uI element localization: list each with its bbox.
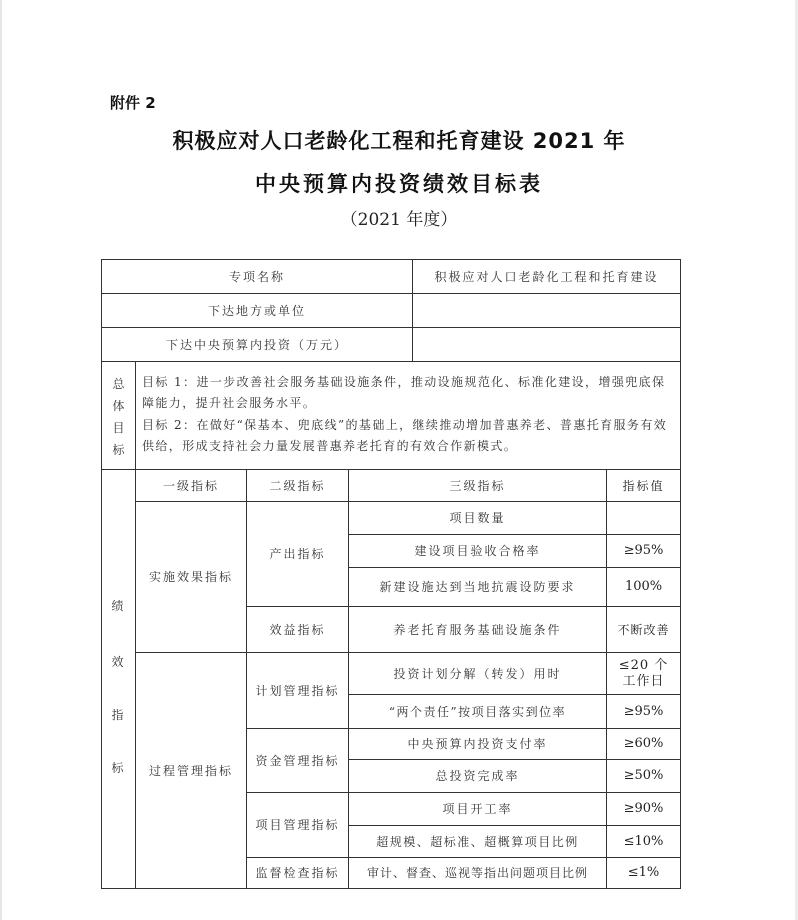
level2-project: 项目管理指标 [247,793,349,858]
project-name-label: 专项名称 [102,260,413,294]
overall-goal-char: 体 [112,398,125,413]
value-cell: ≥90% [607,793,681,826]
indicator-cell: 项目开工率 [349,793,607,826]
value-cell: ≤1% [607,858,681,889]
level2-supervision: 监督检查指标 [247,858,349,889]
goal-1: 目标 1：进一步改善社会服务基础设施条件，推动设施规范化、标准化建设，增强兜底保障能力，提升社会服务水平。 [142,374,666,410]
value-cell: ≤10% [607,826,681,858]
performance-label-char: 绩 [111,599,126,613]
header-level1: 一级指标 [136,470,247,502]
indicator-cell: 中央预算内投资支付率 [349,729,607,760]
performance-label-char: 标 [111,761,126,775]
region-label: 下达地方或单位 [102,294,413,328]
value-cell: 100% [607,568,681,607]
row-investment [102,328,681,362]
row-region [102,294,681,328]
table-row [102,653,681,695]
row-project-name [102,260,681,294]
performance-target-table [101,259,680,889]
header-level3: 三级指标 [349,470,607,502]
level2-benefit: 效益指标 [247,607,349,653]
investment-label: 下达中央预算内投资（万元） [102,328,413,362]
goal-2: 目标 2：在做好“保基本、兜底线”的基础上，继续推动增加普惠养老、普惠托育服务有效供给，形成支持社会力量发展普惠养老托育的有效合作新模式。 [142,417,668,453]
overall-goal-char: 目 [112,420,125,435]
project-name-value: 积极应对人口老龄化工程和托育建设 [413,260,681,294]
indicator-cell: 投资计划分解（转发）用时 [349,653,607,695]
title-line-2: 中央预算内投资绩效目标表 [255,172,543,196]
indicator-cell: 养老托育服务基础设施条件 [349,607,607,653]
value-cell: ≤20 个工作日 [607,653,681,695]
overall-goal-label [102,362,136,470]
value-cell: ≥50% [607,760,681,793]
indicator-cell: 审计、督查、巡视等指出问题项目比例 [349,858,607,889]
attachment-label: 附件 2 [110,94,156,112]
header-value: 指标值 [607,470,681,502]
value-cell: ≥95% [607,695,681,729]
header-level2: 二级指标 [247,470,349,502]
investment-value [413,328,681,362]
level2-funds: 资金管理指标 [247,729,349,793]
overall-goal-char: 标 [112,442,125,457]
level2-output: 产出指标 [247,502,349,607]
level2-plan: 计划管理指标 [247,653,349,729]
indicator-cell: “两个责任”按项目落实到位率 [349,695,607,729]
level1-implementation: 实施效果指标 [136,502,247,653]
indicator-cell: 项目数量 [349,502,607,535]
row-overall-goal [102,362,681,470]
indicator-cell: 总投资完成率 [349,760,607,793]
indicator-cell: 超规模、超标准、超概算项目比例 [349,826,607,858]
title-line-1: 积极应对人口老龄化工程和托育建设 2021 年 [172,129,626,153]
level1-process: 过程管理指标 [136,653,247,889]
performance-label-char: 效 [111,655,126,669]
value-cell: 不断改善 [607,607,681,653]
table-row [102,502,681,535]
performance-label-char: 指 [111,708,126,722]
value-cell: ≥60% [607,729,681,760]
region-value [413,294,681,328]
value-cell [607,502,681,535]
overall-goal-char: 总 [112,376,125,391]
subtitle-year: （2021 年度） [340,210,458,230]
indicator-cell: 建设项目验收合格率 [349,535,607,568]
indicator-cell: 新建设施达到当地抗震设防要求 [349,568,607,607]
value-cell: ≥95% [607,535,681,568]
performance-indicator-label [102,470,136,889]
overall-goal-text [136,362,681,470]
row-indicator-headers [102,470,681,502]
